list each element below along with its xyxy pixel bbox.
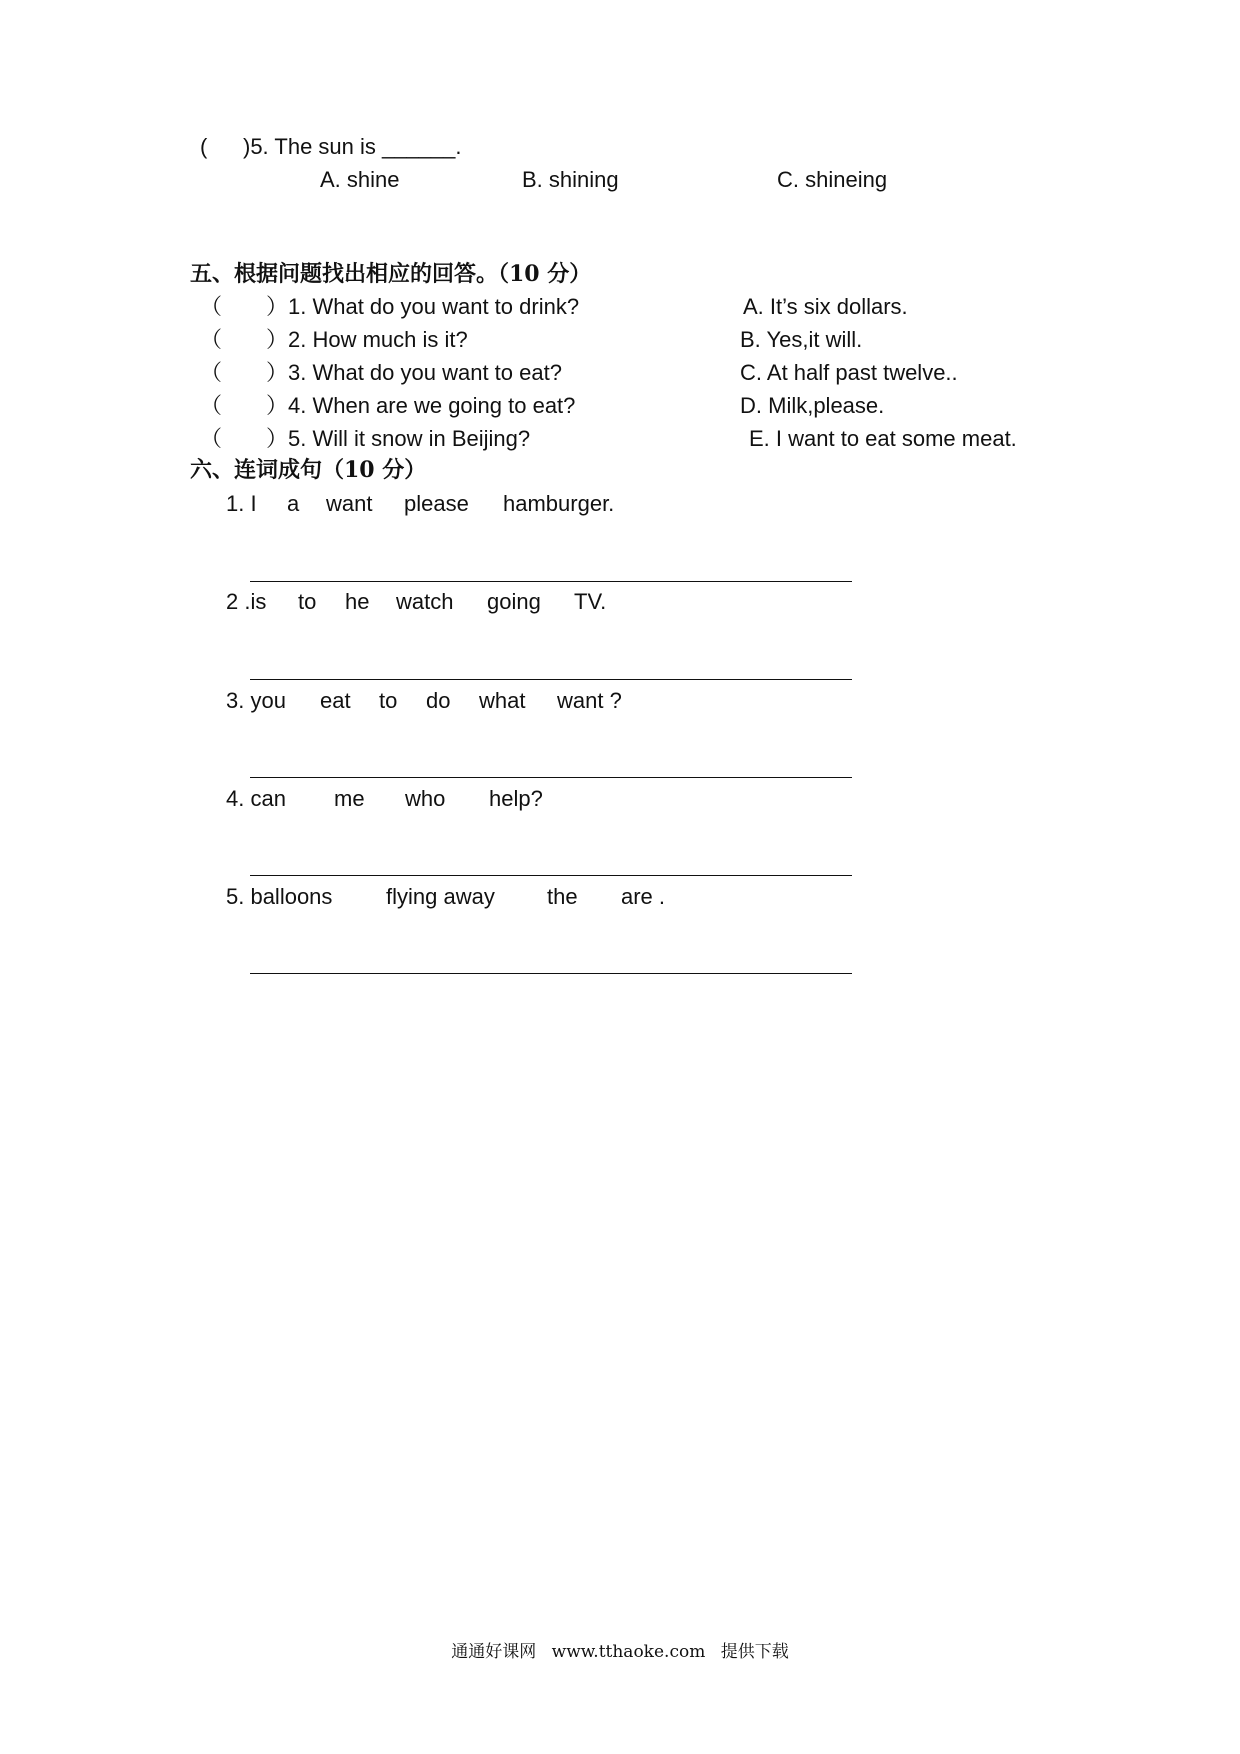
section-6-heading: 六、连词成句（10 分） — [190, 457, 427, 483]
scrambled-word: help? — [489, 786, 543, 811]
sentence-number: 1. I — [226, 491, 257, 516]
scrambled-word: hamburger. — [503, 491, 615, 516]
question-text: ）2. How much is it? — [266, 327, 468, 352]
answer-option: E. I want to eat some meat. — [749, 426, 1017, 451]
page-footer — [0, 1637, 1240, 1662]
scrambled-word: to — [379, 688, 398, 713]
scrambled-word: a — [287, 491, 300, 516]
scrambled-word: who — [405, 786, 446, 811]
scrambled-word: going — [487, 589, 541, 614]
answer-option: C. At half past twelve.. — [740, 360, 958, 385]
question-text: ）1. What do you want to drink? — [266, 294, 580, 319]
sentence-number: 2 .is — [226, 589, 267, 614]
scrambled-word: do — [426, 688, 451, 713]
answer-line[interactable] — [250, 973, 852, 974]
scrambled-word: please — [404, 491, 469, 516]
question-paren: （ — [200, 294, 223, 319]
question-prompt: )5. The sun is ______. — [243, 134, 462, 159]
scrambled-word: flying away — [386, 884, 495, 909]
option-b: B. shining — [522, 167, 619, 192]
scrambled-word: are . — [621, 884, 666, 909]
question-text: ）3. What do you want to eat? — [266, 360, 562, 385]
sentence-number: 5. balloons — [226, 884, 333, 909]
option-c: C. shineing — [777, 167, 888, 192]
footer-url[interactable]: www.tthaoke.com — [551, 1642, 706, 1662]
question-paren: （ — [200, 393, 223, 418]
answer-line[interactable] — [250, 679, 852, 680]
scrambled-word: what — [479, 688, 526, 713]
scrambled-word: the — [547, 884, 578, 909]
answer-option: A. It’s six dollars. — [743, 294, 908, 319]
sentence-number: 4. can — [226, 786, 286, 811]
scrambled-word: to — [298, 589, 317, 614]
answer-option: B. Yes,it will. — [740, 327, 863, 352]
section-5-heading: 五、根据问题找出相应的回答。（10 分） — [190, 261, 592, 287]
scrambled-word: want ? — [557, 688, 622, 713]
scrambled-word: eat — [320, 688, 351, 713]
sentence-number: 3. you — [226, 688, 286, 713]
option-a: A. shine — [320, 167, 400, 192]
question-text: ）5. Will it snow in Beijing? — [266, 426, 531, 451]
footer-note: 提供下载 — [720, 1642, 789, 1662]
answer-line[interactable] — [250, 777, 852, 778]
answer-option: D. Milk,please. — [740, 393, 885, 418]
answer-line[interactable] — [250, 581, 852, 582]
scrambled-word: want — [326, 491, 373, 516]
question-text: ）4. When are we going to eat? — [266, 393, 576, 418]
scrambled-word: TV. — [574, 589, 607, 614]
answer-paren: ( — [200, 134, 208, 159]
question-paren: （ — [200, 426, 223, 451]
footer-site-name: 通通好课网 — [451, 1642, 537, 1662]
question-paren: （ — [200, 360, 223, 385]
answer-line[interactable] — [250, 875, 852, 876]
scrambled-word: watch — [396, 589, 454, 614]
scrambled-word: me — [334, 786, 365, 811]
scrambled-word: he — [345, 589, 370, 614]
question-paren: （ — [200, 327, 223, 352]
